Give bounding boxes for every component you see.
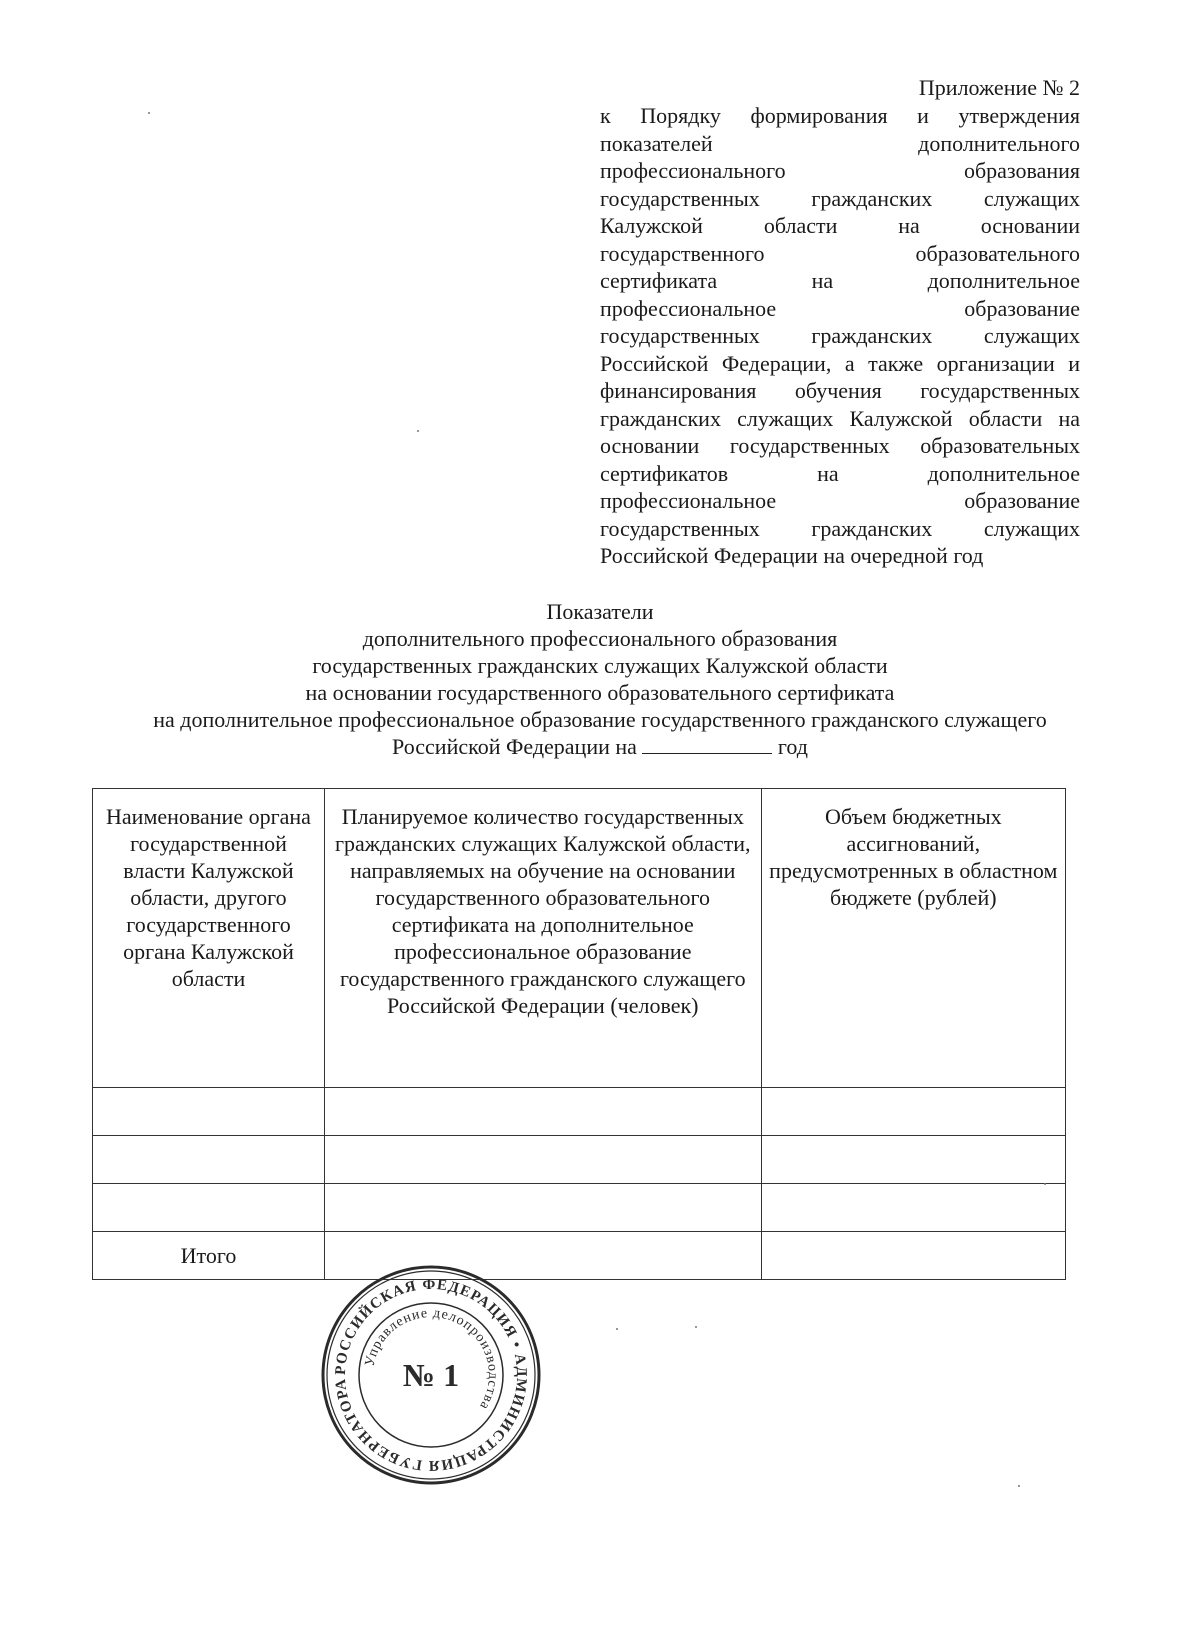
total-label-cell: Итого [93, 1232, 325, 1280]
appendix-line: профессиональное образование [600, 488, 1080, 513]
header-cell-quantity: Планируемое количество государственных гражданских служащих Калужской области, направляемых на обучение на основании государственного образовательного сертификата на дополнительное профессиональное образование государственного гражданского служащего Российской Федерации (человек) [324, 789, 761, 1088]
table-cell[interactable] [761, 1232, 1065, 1280]
scan-speck [148, 112, 150, 114]
appendix-line: к Порядку формирования и утверждения [600, 103, 1080, 128]
table-cell[interactable] [93, 1088, 325, 1136]
appendix-line: государственного образовательного [600, 240, 1080, 266]
table-row [93, 1088, 1066, 1136]
heading-line: дополнительного профессионального образования [362, 626, 838, 651]
official-seal [318, 1262, 544, 1488]
table-header-row [93, 789, 1066, 1088]
appendix-line: сертификатов на дополнительное [600, 460, 1080, 486]
appendix-title: Приложение № 2 [918, 75, 1080, 100]
appendix-line: профессионального образования [600, 158, 1080, 183]
heading-line: на дополнительное профессиональное образование государственного гражданского служащего [153, 707, 1047, 732]
scan-speck [695, 1326, 697, 1328]
heading-line: на основании государственного образовательного сертификата [305, 680, 895, 705]
table-cell[interactable] [324, 1136, 761, 1184]
year-blank-field[interactable] [642, 735, 772, 754]
table-cell[interactable] [93, 1184, 325, 1232]
heading-line: Показатели [546, 599, 654, 624]
appendix-line: Российской Федерации на очередной год [600, 543, 984, 568]
appendix-line: Калужской области на основании [600, 213, 1080, 238]
appendix-line: государственных гражданских служащих [600, 185, 1080, 211]
scan-speck [417, 430, 419, 432]
table-cell[interactable] [761, 1088, 1065, 1136]
indicators-table [92, 788, 1066, 1280]
table-cell[interactable] [324, 1088, 761, 1136]
scan-speck [616, 1328, 618, 1330]
heading-line: государственных гражданских служащих Калужской области [312, 653, 888, 678]
scan-speck [1018, 1485, 1020, 1487]
heading-year-prefix: Российской Федерации на [392, 734, 637, 759]
document-heading [100, 598, 1100, 760]
seal-graphic [318, 1262, 544, 1488]
appendix-line: гражданских служащих Калужской области на [600, 405, 1080, 431]
table-cell[interactable] [761, 1184, 1065, 1232]
svg-text:Управление делопроизводства: Управление делопроизводства [362, 1305, 501, 1413]
heading-year-suffix: год [777, 734, 808, 759]
appendix-line: сертификата на дополнительное [600, 268, 1080, 293]
appendix-line: Российской Федерации, а также организации и [600, 350, 1080, 376]
appendix-line: основании государственных образовательных [600, 433, 1080, 458]
appendix-line: государственных гражданских служащих [600, 323, 1080, 348]
svg-text:№ 1: № 1 [402, 1357, 460, 1393]
heading-line-year [100, 733, 1100, 760]
appendix-line: показателей дополнительного [600, 130, 1080, 156]
table-total-row [93, 1232, 1066, 1280]
appendix-line: профессиональное образование [600, 295, 1080, 321]
header-cell-organ: Наименование органа государственной власти Калужской области, другого государственного органа Калужской области [93, 789, 325, 1088]
table-cell[interactable] [324, 1184, 761, 1232]
scan-speck [1044, 1183, 1046, 1185]
header-cell-budget: Объем бюджетных ассигнований, предусмотренных в областном бюджете (рублей) [761, 789, 1065, 1088]
table-row [93, 1184, 1066, 1232]
appendix-line: государственных гражданских служащих [600, 515, 1080, 541]
table-cell[interactable] [761, 1136, 1065, 1184]
table-cell[interactable] [93, 1136, 325, 1184]
appendix-line: финансирования обучения государственных [600, 378, 1080, 403]
svg-text:РОССИЙСКАЯ ФЕДЕРАЦИЯ • АДМИНИС: РОССИЙСКАЯ ФЕДЕРАЦИЯ • АДМИНИСТРАЦИЯ ГУБЕРНАТОРА [332, 1276, 530, 1474]
table-row [93, 1136, 1066, 1184]
appendix-text [600, 102, 1080, 570]
